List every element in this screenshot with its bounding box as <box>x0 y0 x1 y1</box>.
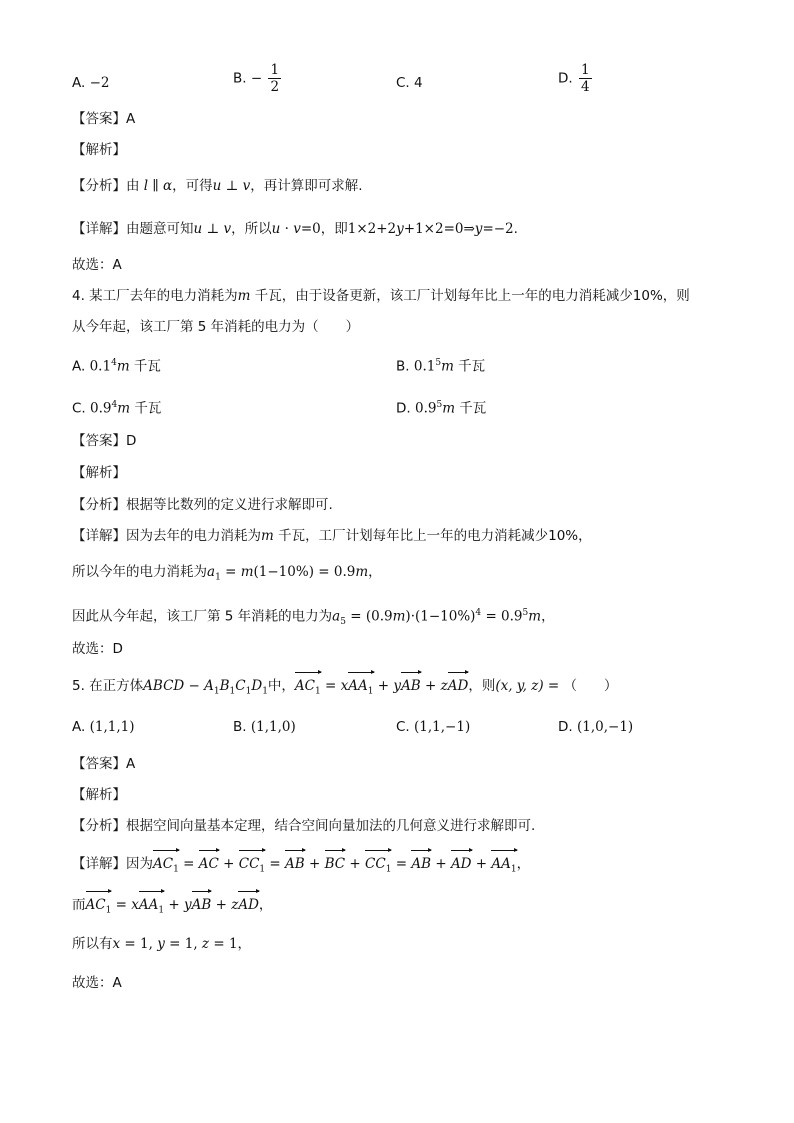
vector-ab: AB <box>192 896 212 914</box>
q5-xiangjie: 【详解】因为 $AC_1$ = AC + $CC_1$ = AB + BC + $CC_1$ = AB + AD + $AA_1$， <box>72 855 530 879</box>
q4-option-a: A. $0.1^4m$ 千瓦 <box>72 358 161 375</box>
q4-option-c: C. $0.9^4m$ 千瓦 <box>72 400 162 417</box>
q3-answer: 【答案】A <box>72 111 136 127</box>
q3-option-c: C. 4 <box>396 75 423 91</box>
vector-ac1: $AC_1$ <box>86 896 112 920</box>
vector-bc: BC <box>325 855 346 873</box>
q3-fenxi: 【分析】由 l ∥ α，可得u ⊥ v，再计算即可求解. <box>72 178 363 194</box>
vector-aa1: $AA_1$ <box>139 896 164 920</box>
vector-aa1: $AA_1$ <box>491 855 516 879</box>
q5-er-line: 而 $AC_1 = x$ $AA_1 + y$ AB + z AD， <box>72 896 272 920</box>
q5-option-d: D. (1,0,−1) <box>558 719 634 735</box>
q4-fenxi: 【分析】根据等比数列的定义进行求解即可. <box>72 497 333 513</box>
fraction-one-quarter: $\frac{1}{4}$ <box>580 62 590 95</box>
vector-ad: AD <box>238 896 259 914</box>
q5-suoyi-line: 所以有x = 1, y = 1, z = 1， <box>72 936 252 952</box>
vector-ac1: $AC_1$ <box>295 677 321 701</box>
q4-guxuan: 故选：D <box>72 641 123 657</box>
q4-option-b: B. $0.1^5m$ 千瓦 <box>396 358 486 375</box>
q4-answer: 【答案】D <box>72 433 137 449</box>
q5-option-c: C. (1,1,−1) <box>396 719 471 735</box>
q5-guxuan: 故选：A <box>72 975 122 991</box>
q4-stem-line2: 从今年起，该工厂第 5 年消耗的电力为（ ） <box>72 319 360 335</box>
vector-ac: AC <box>199 855 219 873</box>
q3-xiangjie: 【详解】由题意可知u ⊥ v，所以u · v=0，即1×2+2y+1×2=0⇒y=−2. <box>72 221 518 237</box>
q4-xiangjie-line3: 因此从今年起，该工厂第 5 年消耗的电力为$a_5 = (0.9m)\cdot(1-10\%)^4 = 0.9^5m$， <box>72 608 555 628</box>
vector-aa1: $AA_1$ <box>348 677 373 701</box>
vector-ad: AD <box>451 855 472 873</box>
vector-ab: AB <box>411 855 431 873</box>
q3-option-d: D. $\frac{1}{4}$ <box>558 62 590 95</box>
q4-option-d: D. $0.9^5m$ 千瓦 <box>396 400 487 417</box>
vector-ab: AB <box>285 855 305 873</box>
q5-option-a: A. (1,1,1) <box>72 719 135 735</box>
q3-option-a: A. −2 <box>72 75 110 91</box>
q5-option-b: B. (1,1,0) <box>233 719 296 735</box>
q4-stem-line1: 4. 某工厂去年的电力消耗为m 千瓦，由于设备更新，该工厂计划每年比上一年的电力消耗减少10%，则 <box>72 288 690 304</box>
q4-xiangjie-line2: 所以今年的电力消耗为$a_1 = m(1-10\%) = 0.9m$， <box>72 564 382 583</box>
vector-ad: AD <box>448 677 469 695</box>
vector-ab: AB <box>401 677 421 695</box>
q5-jiexi: 【解析】 <box>72 787 126 803</box>
q5-stem: 5. 在正方体ABCD − $A_1B_1C_1D_1$中， $AC_1 = x$ $AA_1 + y$ AB + z AD，则(x, y, z) = （ ） <box>72 677 618 701</box>
q4-xiangjie: 【详解】因为去年的电力消耗为m 千瓦，工厂计划每年比上一年的电力消耗减少10%， <box>72 528 592 544</box>
q5-fenxi: 【分析】根据空间向量基本定理，结合空间向量加法的几何意义进行求解即可. <box>72 818 536 834</box>
q4-jiexi: 【解析】 <box>72 465 126 481</box>
q5-answer: 【答案】A <box>72 756 136 772</box>
vector-cc1: $CC_1$ <box>239 855 265 879</box>
fraction-one-half: $\frac{1}{2}$ <box>270 62 280 95</box>
vector-ac1: $AC_1$ <box>153 855 179 879</box>
q3-guxuan: 故选：A <box>72 257 122 273</box>
vector-cc1: $CC_1$ <box>365 855 391 879</box>
q3-jiexi: 【解析】 <box>72 142 126 158</box>
q3-option-b: B. − $\frac{1}{2}$ <box>233 62 280 95</box>
